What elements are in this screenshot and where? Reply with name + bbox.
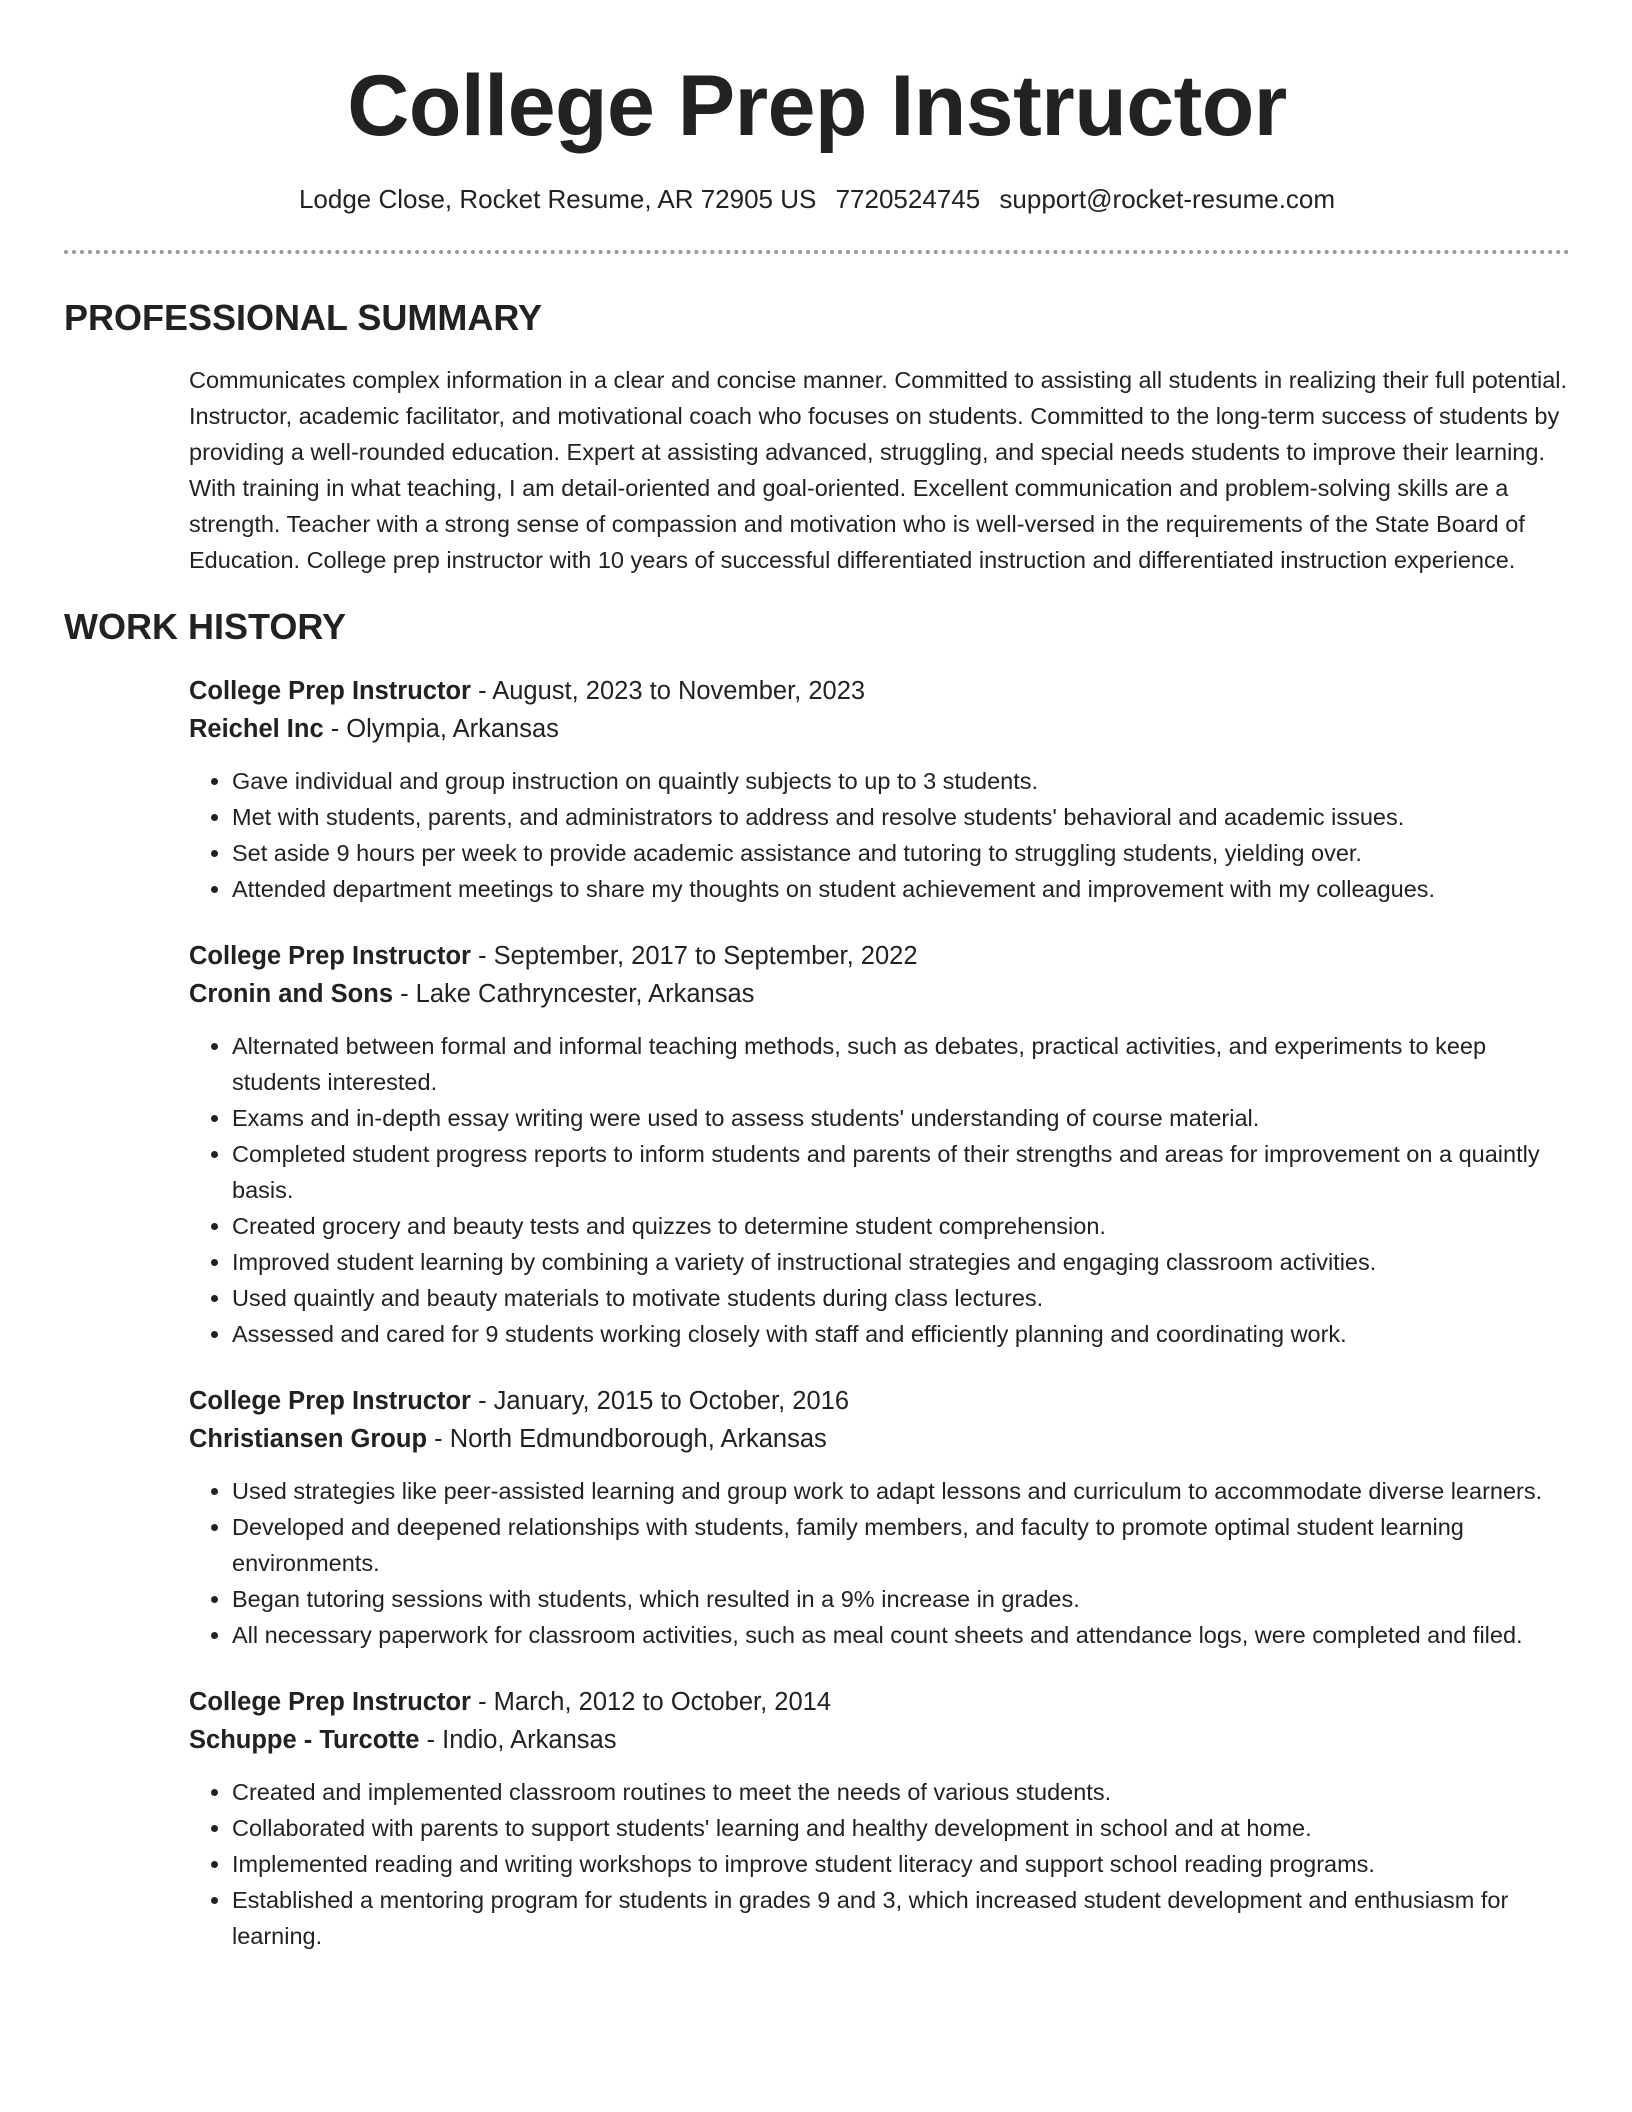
job-title-line: [189, 1382, 1570, 1420]
candidate-name: College Prep Instructor: [347, 58, 1287, 154]
contact-phone: 7720524745: [835, 184, 981, 214]
job-bullets: [189, 1774, 1570, 1954]
section-title-summary: PROFESSIONAL SUMMARY: [64, 297, 543, 338]
job-entry: [189, 1382, 1570, 1653]
job-bullet: • Assessed and cared for 9 students working closely with staff and efficiently planning and coordinating work.: [232, 1316, 1570, 1352]
job-entry: [189, 1683, 1570, 1954]
job-bullet: • Gave individual and group instruction on quaintly subjects to up to 3 students.: [232, 763, 1570, 799]
job-entry: [189, 672, 1570, 907]
job-company-line: [189, 710, 1570, 748]
job-company: Schuppe - Turcotte: [189, 1726, 420, 1754]
job-bullet: • Completed student progress reports to inform students and parents of their strengths and areas for improvement on a quaintly basis.: [232, 1136, 1570, 1208]
job-company: Cronin and Sons: [189, 980, 393, 1008]
job-bullet: • Implemented reading and writing workshops to improve student literacy and support school reading programs.: [232, 1846, 1570, 1882]
job-role: College Prep Instructor: [189, 677, 471, 705]
job-company: Christiansen Group: [189, 1425, 428, 1453]
job-company: Reichel Inc: [189, 715, 324, 743]
job-company-line: [189, 975, 1570, 1013]
job-role: College Prep Instructor: [189, 1387, 471, 1415]
job-role: College Prep Instructor: [189, 942, 471, 970]
job-entry: [189, 937, 1570, 1352]
job-bullet: • Began tutoring sessions with students, which resulted in a 9% increase in grades.: [232, 1581, 1570, 1617]
summary-text: Communicates complex information in a clear and concise manner. Committed to assisting all students in realizing their full potential. Instructor, academic facilitator, and motivational coach who focuses on students. Committed to the long-term success of students by providing a well-rounded education. Expert at assisting advanced, struggling, and special needs students to improve their learning. With training in what teaching, I am detail-oriented and goal-oriented. Excellent communication and problem-solving skills are a strength. Teacher with a strong sense of compassion and motivation who is well-versed in the requirements of the State Board of Education. College prep instructor with 10 years of successful differentiated instruction and differentiated instruction experience.: [189, 367, 1568, 573]
section-title-work-history: WORK HISTORY: [64, 606, 347, 647]
job-bullet: • Developed and deepened relationships with students, family members, and faculty to promote optimal student learning environments.: [232, 1509, 1570, 1581]
job-company-line: [189, 1721, 1570, 1759]
work-history-list: [189, 672, 1570, 1954]
job-bullet: • Exams and in-depth essay writing were used to assess students' understanding of course material.: [232, 1100, 1570, 1136]
job-title-line: [189, 1683, 1570, 1721]
job-bullet: • All necessary paperwork for classroom activities, such as meal count sheets and attendance logs, were completed and filed.: [232, 1617, 1570, 1653]
contact-address: Lodge Close, Rocket Resume, AR 72905 US: [298, 184, 817, 214]
job-location: - Olympia, Arkansas: [323, 715, 559, 743]
job-location: - Indio, Arkansas: [419, 1726, 617, 1754]
job-bullet: • Met with students, parents, and administrators to address and resolve students' behavioral and academic issues.: [232, 799, 1570, 835]
job-dates: - August, 2023 to November, 2023: [470, 677, 866, 705]
resume-page: [64, 0, 1570, 1984]
job-bullet: • Collaborated with parents to support students' learning and healthy development in school and at home.: [232, 1810, 1570, 1846]
job-title-line: [189, 937, 1570, 975]
job-company-line: [189, 1420, 1570, 1458]
job-location: - Lake Cathryncester, Arkansas: [393, 980, 755, 1008]
job-bullet: • Created and implemented classroom routines to meet the needs of various students.: [232, 1774, 1570, 1810]
job-title-line: [189, 672, 1570, 710]
contact-line: [64, 182, 1570, 216]
job-bullet: • Created grocery and beauty tests and quizzes to determine student comprehension.: [232, 1208, 1570, 1244]
job-bullet: • Improved student learning by combining a variety of instructional strategies and engaging classroom activities.: [232, 1244, 1570, 1280]
header-divider: [64, 250, 1570, 254]
job-role: College Prep Instructor: [189, 1688, 471, 1716]
job-bullets: [189, 1028, 1570, 1352]
contact-email[interactable]: support@rocket-resume.com: [999, 184, 1336, 214]
job-dates: - March, 2012 to October, 2014: [470, 1688, 832, 1716]
job-bullets: [189, 763, 1570, 907]
job-bullet: • Used quaintly and beauty materials to motivate students during class lectures.: [232, 1280, 1570, 1316]
job-bullet: • Used strategies like peer-assisted learning and group work to adapt lessons and curriculum to accommodate diverse learners.: [232, 1473, 1570, 1509]
job-dates: - January, 2015 to October, 2016: [470, 1387, 850, 1415]
job-bullet: • Set aside 9 hours per week to provide academic assistance and tutoring to struggling students, yielding over.: [232, 835, 1570, 871]
job-bullet: • Attended department meetings to share my thoughts on student achievement and improvement with my colleagues.: [232, 871, 1570, 907]
job-bullets: [189, 1473, 1570, 1653]
job-location: - North Edmundborough, Arkansas: [427, 1425, 827, 1453]
job-bullet: • Established a mentoring program for students in grades 9 and 3, which increased student development and enthusiasm for learning.: [232, 1882, 1570, 1954]
job-dates: - September, 2017 to September, 2022: [470, 942, 918, 970]
job-bullet: • Alternated between formal and informal teaching methods, such as debates, practical activities, and experiments to keep students interested.: [232, 1028, 1570, 1100]
